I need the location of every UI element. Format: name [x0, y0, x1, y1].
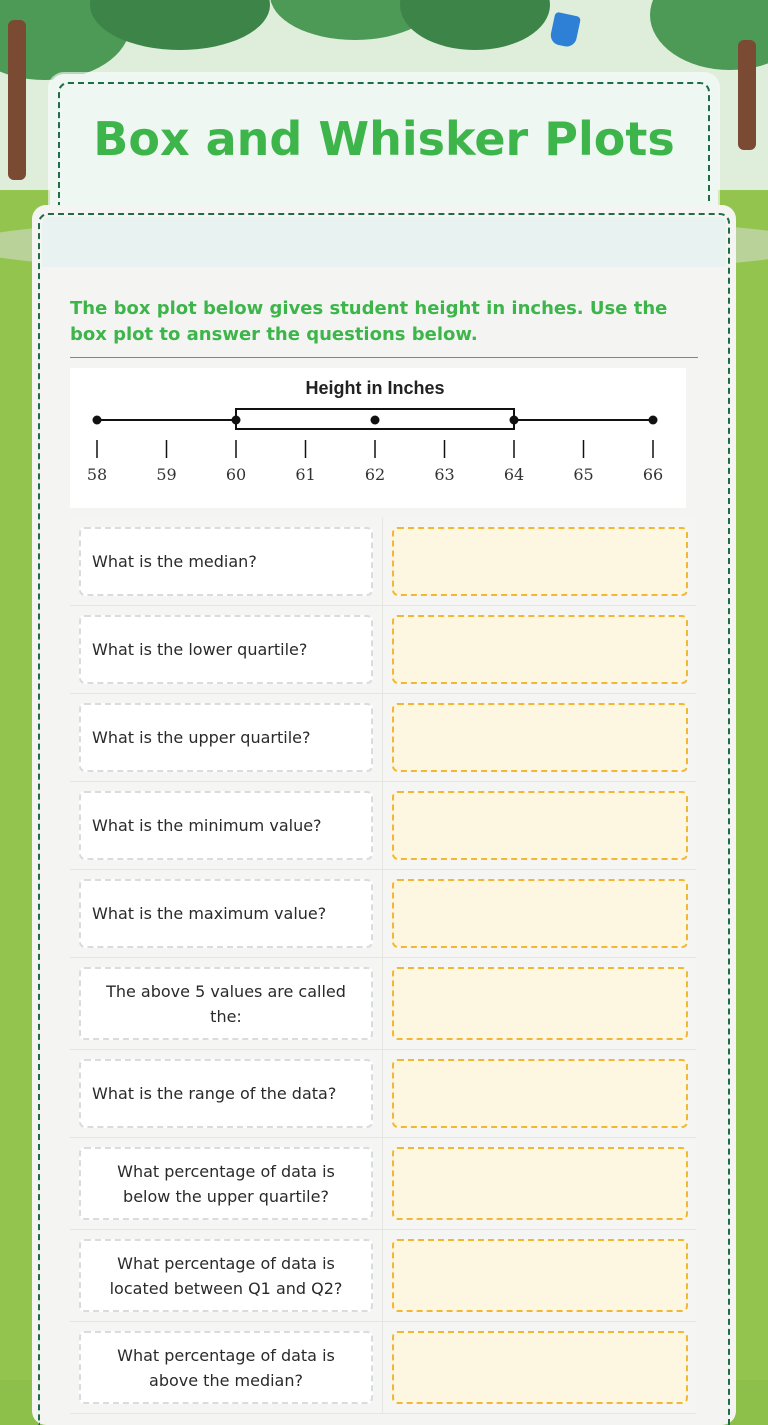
column-divider	[382, 606, 383, 693]
divider-line	[70, 357, 698, 358]
column-divider	[382, 518, 383, 605]
answer-drop-zone[interactable]	[392, 967, 688, 1040]
answer-drop-zone[interactable]	[392, 1331, 688, 1404]
column-divider	[382, 1050, 383, 1137]
question-text: What is the median?	[79, 527, 373, 596]
table-row	[70, 782, 696, 870]
table-row	[70, 606, 696, 694]
table-row	[70, 1050, 696, 1138]
table-row	[70, 1230, 696, 1322]
answer-drop-zone[interactable]	[392, 703, 688, 772]
table-row	[70, 870, 696, 958]
answer-drop-zone[interactable]	[392, 527, 688, 596]
question-text: What percentage of data is located between Q1 and Q2?	[79, 1239, 373, 1312]
minimum-point	[93, 416, 102, 425]
tick-label: 63	[434, 465, 455, 484]
table-row	[70, 518, 696, 606]
tick-label: 62	[364, 465, 386, 484]
tick-label: 60	[225, 465, 247, 484]
worksheet-title: Box and Whisker Plots	[93, 112, 675, 166]
maximum-point	[649, 416, 658, 425]
answer-drop-zone[interactable]	[392, 1147, 688, 1220]
column-divider	[382, 1322, 383, 1413]
tick-label: 65	[573, 465, 594, 484]
median-point	[371, 416, 380, 425]
box-plot-chart	[70, 368, 686, 508]
column-divider	[382, 1230, 383, 1321]
tick-label: 58	[86, 465, 108, 484]
questions-table	[70, 518, 696, 1414]
question-text: What is the range of the data?	[79, 1059, 373, 1128]
question-text: The above 5 values are called the:	[79, 967, 373, 1040]
question-text: What is the maximum value?	[79, 879, 373, 948]
tick-label: 64	[503, 465, 525, 484]
table-row	[70, 1138, 696, 1230]
column-divider	[382, 958, 383, 1049]
question-text: What is the lower quartile?	[79, 615, 373, 684]
tick-label: 59	[156, 465, 177, 484]
table-row	[70, 958, 696, 1050]
table-row	[70, 694, 696, 782]
column-divider	[382, 870, 383, 957]
question-text: What percentage of data is above the median?	[79, 1331, 373, 1404]
question-text: What percentage of data is below the upper quartile?	[79, 1147, 373, 1220]
question-text: What is the upper quartile?	[79, 703, 373, 772]
upper-quartile-point	[510, 416, 519, 425]
column-divider	[382, 694, 383, 781]
answer-drop-zone[interactable]	[392, 791, 688, 860]
table-row	[70, 1322, 696, 1414]
answer-drop-zone[interactable]	[392, 879, 688, 948]
column-divider	[382, 1138, 383, 1229]
column-divider	[382, 782, 383, 869]
tick-label: 66	[642, 465, 664, 484]
question-text: What is the minimum value?	[79, 791, 373, 860]
tick-label: 61	[295, 465, 316, 484]
answer-drop-zone[interactable]	[392, 1059, 688, 1128]
lower-quartile-point	[232, 416, 241, 425]
instructions-text: The box plot below gives student height in inches. Use the box plot to answer the questions below.	[70, 298, 668, 345]
chart-title: Height in Inches	[305, 378, 445, 398]
box-plot-image	[70, 368, 686, 508]
answer-drop-zone[interactable]	[392, 615, 688, 684]
answer-drop-zone[interactable]	[392, 1239, 688, 1312]
